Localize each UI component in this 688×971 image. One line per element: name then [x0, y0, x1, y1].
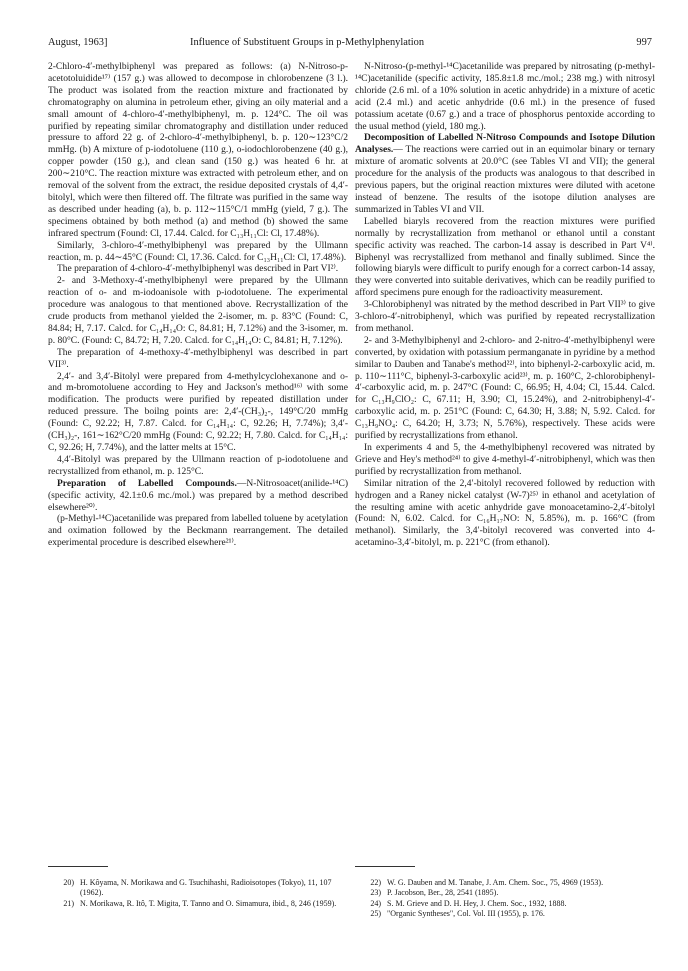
paragraph: (p-Methyl-¹⁴C)acetanilide was prepared from labelled toluene by acetylation and oximation followed by the Beckmann rearrangement. The detailed experimental procedure is described elsewhere²¹⁾.	[48, 514, 348, 549]
paragraph-text: — The reactions were carried out in an equimolar binary or ternary mixture of aromatic solvents at 20.0°C (see Tables VI and VII); the general procedure for the analysis of the products was analogous to that described in previous papers, but the original reaction mixtures were diluted with acetone instead of benzene. The results of the isotope dilution analyses are summarized in Tables VI and VII.	[355, 145, 655, 215]
footnote-text: N. Morikawa, R. Itô, T. Migita, T. Tanno and O. Simamura, ibid., 8, 246 (1959).	[80, 898, 337, 908]
paragraph: The preparation of 4-chloro-4′-methylbiphenyl was described in Part VI²⁾.	[57, 264, 339, 275]
paragraph: The preparation of 4-methoxy-4′-methylbiphenyl was described in part VII³⁾.	[48, 347, 348, 370]
footnote-text: "Organic Syntheses", Col. Vol. III (1955), p. 176.	[387, 908, 545, 918]
footnote-number: 25)	[370, 908, 381, 918]
left-column	[48, 62, 348, 550]
footnote-number: 23)	[370, 888, 381, 898]
footnote	[48, 899, 348, 909]
paragraph: Similarly, 3-chloro-4′-methylbiphenyl was prepared by the Ullmann reaction, m. p. 44∼45°C (Found: Cl, 17.36. Calcd. for C₁₃H₁₁Cl: Cl, 17.48%).	[48, 240, 348, 263]
running-title: Influence of Substituent Groups in p-Methylphenylation	[190, 37, 425, 48]
section-heading: Preparation of Labelled Compounds.	[57, 478, 237, 489]
footnote	[355, 909, 655, 919]
footnote	[355, 899, 655, 909]
footnotes-left	[48, 878, 348, 909]
paragraph: 2- and 3-Methylbiphenyl and 2-chloro- and 2-nitro-4′-methylbiphenyl were converted, by oxidation with potassium permanganate in pyridine by a method similar to Dauben and Tanabe's method²²⁾, into biphenyl-2-carboxylic acid, m. p. 110∼111°C, biphenyl-3-carboxylic acid²³⁾, m. p. 160°C, 2-chlorobiphenyl-4′-carboxylic acid, m. p. 247°C (Found: C, 66.95; H, 4.04; Cl, 15.44. Calcd. for C₁₃H₉ClO₂: C, 67.11; H, 3.90; Cl, 15.24%), and 2-nitrobiphenyl-4′-carboxylic acid, m. p. 251°C (Found: C, 64.30; H, 3.88; N, 5.92. Calcd. for C₁₃H₉NO₄: C, 64.20; H, 3.73; N, 5.76%), respectively. These acids were purified by recrystallizations from ethanol.	[355, 335, 655, 442]
footnote-text: W. G. Dauben and M. Tanabe, J. Am. Chem. Soc., 75, 4969 (1953).	[387, 878, 604, 887]
paragraph: 2- and 3-Methoxy-4′-methylbiphenyl were prepared by the Ullmann reaction of o- and m-iodoanisole with p-iodotoluene. The experimental procedure was analogous to that mentioned above. Recrystallization of the crude products from methanol yielded the 2-isomer, m. p. 83°C (Found: C, 84.84; H, 7.17. Calcd. for C₁₄H₁₄O: C, 84.81; H, 7.12%) and the 3-isomer, m. p. 80°C. (Found: C, 84.72; H, 7.20. Calcd. for C₁₄H₁₄O: C, 84.81; H, 7.12%).	[48, 276, 348, 346]
paragraph-text: —N-Nitrosoacet(anilide-¹⁴C) (specific activity, 42.1±0.6 mc./mol.) was prepared by a method described elsewhere²⁰⁾.	[48, 478, 348, 513]
right-column	[355, 62, 655, 550]
paragraph: 4,4′-Bitolyl was prepared by the Ullmann reaction of p-iodotoluene and recrystallized from ethanol, m. p. 125°C.	[48, 454, 348, 477]
paragraph: 3-Chlorobiphenyl was nitrated by the method described in Part VII³⁾ to give 3-chloro-4′-nitrobiphenyl, which was purified by repeated recrystallization from methanol.	[355, 300, 655, 334]
footnote-text: H. Kôyama, N. Morikawa and G. Tsuchihashi, Radioisotopes (Tokyo), 11, 107 (1962).	[80, 878, 332, 898]
footnote	[355, 888, 655, 898]
paragraph: N-Nitroso-(p-methyl-¹⁴C)acetanilide was prepared by nitrosating (p-methyl-¹⁴C)acetanilide (specific activity, 185.8±1.8 mc./mol.; 238 mg.) with nitrosyl chloride (2.6 ml. of a 10% solution in acetic anhydride) in a mixture of acetic acid (2.4 ml.) and acetic anhydride (0.6 ml.) in the presence of fused potassium acetate (0.67 g.) and a trace of phosphorus pentoxide according to the usual method (yield, 180 mg.).	[355, 62, 655, 132]
running-header	[48, 36, 652, 50]
page-number: 997	[636, 37, 652, 48]
footnote-text: P. Jacobson, Ber., 28, 2541 (1895).	[387, 888, 499, 898]
paragraph: In experiments 4 and 5, the 4-methylbiphenyl recovered was nitrated by Grieve and Hey's method²⁴⁾ to give 4-methyl-4′-nitrobiphenyl, which was then purified by recrystallization from methanol.	[355, 443, 655, 477]
paragraph: 2,4′- and 3,4′-Bitolyl were prepared from 4-methylcyclohexanone and o- and m-bromotoluene according to Hey and Jackson's method¹⁶⁾ with some modification. The products were purified by repeated distillation under reduced pressure. The boilng points are: 2,4′-(CH₃)₂-, 149°C/20 mmHg (Found: C, 92.22; H, 7.87. Calcd. for C₁₄H₁₄: C, 92.26; H, 7.74%); 3,4′-(CH₃)₂-, 161∼162°C/20 mmHg (Found: C, 92.22; H, 7.80. Calcd. for C₁₄H₁₄: C, 92.26; H, 7.74%), and the latter melts at 15°C.	[48, 371, 348, 453]
footnotes-right	[355, 878, 655, 919]
footnote-text: S. M. Grieve and D. H. Hey, J. Chem. Soc., 1932, 1888.	[387, 898, 567, 908]
footnote-divider	[355, 866, 415, 867]
issue-date: August, 1963]	[48, 37, 108, 48]
footnote-number: 20)	[63, 878, 74, 887]
paragraph	[48, 479, 348, 515]
footnote	[355, 878, 655, 888]
footnote-divider	[48, 866, 108, 867]
paragraph	[355, 133, 655, 216]
paragraph: 2-Chloro-4′-methylbiphenyl was prepared as follows: (a) N-Nitroso-p-acetotoluidide¹⁷⁾ (157 g.) was allowed to decompose in chlorobenzene (3 l.). The product was isolated from the reaction mixture and fractionated by chromatography on alumina in petroleum ether, giving an oily material and a small amount of 4-chloro-4′-methylbiphenyl, m. p. 124°C. The oil was purified by repeating similar chromatography and distillation under reduced pressure to afford 22 g. of 2-chloro-4′-methylbiphenyl, b. p. 120∼123°C/2 mmHg. (b) A mixture of p-iodotoluene (110 g.), o-iodochlorobenzene (40 g.), copper powder (150 g.), and clean sand (150 g.) was heated 6 hr. at 200∼210°C. The reaction mixture was extracted with petroleum ether, and on removal of the solvent from the extract, the residue deposited crystals of 4,4′-bitolyl, which were then filtered off. The filtrate was purified in the same way as described under heading (a), b. p. 112∼115°C/1 mmHg (yield, 7 g.). The specimens obtained by both method (a) and method (b) showed the same infrared spectrum (Found: Cl, 17.44. Calcd. for C₁₃H₁₁Cl: Cl, 17.48%).	[48, 62, 348, 239]
footnote-number: 24)	[370, 898, 381, 908]
footnote-number: 21)	[63, 898, 74, 908]
section-heading: Decomposition of Labelled N-Nitroso Compounds and Isotope Dilution Analyses.	[355, 133, 655, 156]
paragraph: Similar nitration of the 2,4′-bitolyl recovered followed by reduction with hydrogen and a Raney nickel catalyst (W-7)²⁵⁾ in ethanol and acetylation of the resulting amine with acetic anhydride gave monoacetamino-2,4′-bitolyl (Found: N, 6.02. Calcd. for C₁₆H₁₇NO: N, 5.85%), m. p. 166°C (from methanol). Similarly, the 3,4′-bitolyl recovered was converted into 4-acetamino-3,4′-bitolyl, m. p. 221°C (from ethanol).	[355, 478, 655, 549]
paragraph: Labelled biaryls recovered from the reaction mixtures were purified normally by recrystallization from methanol or ethanol until a constant specific activity was reached. The carbon-14 assay is described in Part V⁴⁾. Biphenyl was recrystallized from methanol and finally sublimed. Since the following biaryls were difficult to purify enough for a correct carbon-14 assay, they were converted into suitable derivatives, which can be readily purified to afford specimens pure enough for the radioactivity measurement.	[355, 216, 655, 299]
footnote-number: 22)	[370, 878, 381, 887]
footnote	[48, 878, 348, 899]
